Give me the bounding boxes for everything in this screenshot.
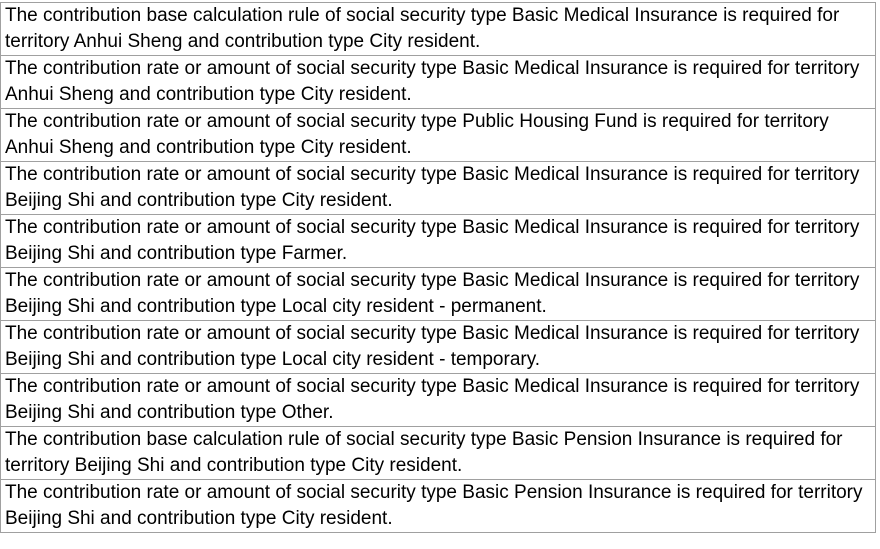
table-row[interactable] bbox=[1, 109, 876, 162]
message-cell: The contribution rate or amount of social security type Basic Medical Insurance is required for territory Beijing Shi and contribution type Farmer. bbox=[1, 215, 876, 268]
message-cell: The contribution rate or amount of social security type Basic Medical Insurance is required for territory Beijing Shi and contribution type Other. bbox=[1, 374, 876, 427]
message-cell: The contribution rate or amount of social security type Public Housing Fund is required for territory Anhui Sheng and contribution type City resident. bbox=[1, 109, 876, 162]
message-cell: The contribution rate or amount of social security type Basic Medical Insurance is required for territory Beijing Shi and contribution type Local city resident - permanent. bbox=[1, 268, 876, 321]
table-row[interactable] bbox=[1, 215, 876, 268]
message-cell: The contribution base calculation rule of social security type Basic Pension Insurance is required for territory Beijing Shi and contribution type City resident. bbox=[1, 427, 876, 480]
message-table bbox=[0, 2, 876, 533]
table-row[interactable] bbox=[1, 427, 876, 480]
message-list bbox=[1, 3, 876, 533]
table-row[interactable] bbox=[1, 374, 876, 427]
table-row[interactable] bbox=[1, 162, 876, 215]
table-row[interactable] bbox=[1, 56, 876, 109]
message-cell: The contribution rate or amount of social security type Basic Medical Insurance is required for territory Beijing Shi and contribution type Local city resident - temporary. bbox=[1, 321, 876, 374]
message-cell: The contribution base calculation rule of social security type Basic Medical Insurance is required for territory Anhui Sheng and contribution type City resident. bbox=[1, 3, 876, 56]
message-cell: The contribution rate or amount of social security type Basic Medical Insurance is required for territory Beijing Shi and contribution type City resident. bbox=[1, 162, 876, 215]
table-row[interactable] bbox=[1, 3, 876, 56]
table-row[interactable] bbox=[1, 268, 876, 321]
table-row[interactable] bbox=[1, 321, 876, 374]
message-cell: The contribution rate or amount of social security type Basic Pension Insurance is required for territory Beijing Shi and contribution type City resident. bbox=[1, 480, 876, 533]
message-cell: The contribution rate or amount of social security type Basic Medical Insurance is required for territory Anhui Sheng and contribution type City resident. bbox=[1, 56, 876, 109]
table-row[interactable] bbox=[1, 480, 876, 533]
